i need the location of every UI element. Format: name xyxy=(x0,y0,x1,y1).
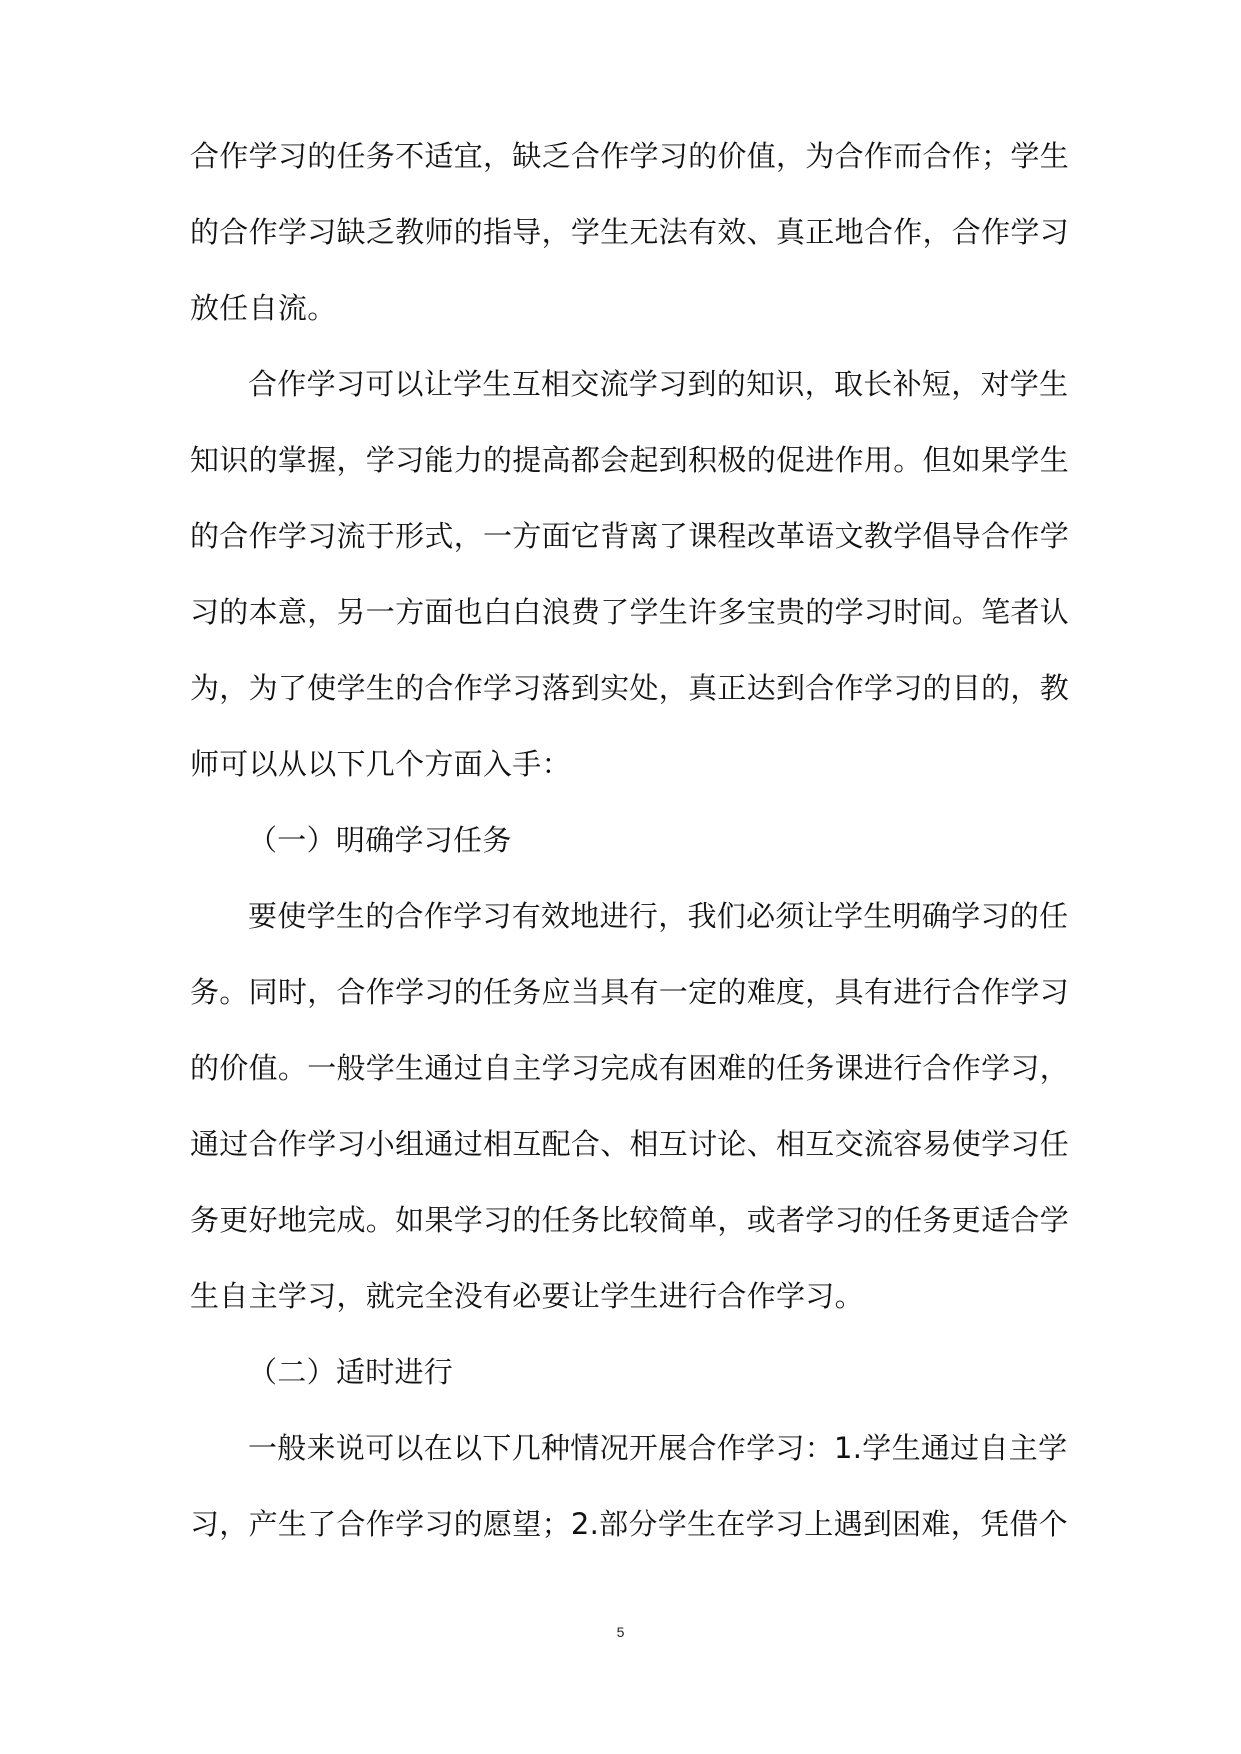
text-line: 习，产生了合作学习的愿望；2.部分学生在学习上遇到困难，凭借个 xyxy=(190,1507,1068,1541)
text-line: 务更好地完成。如果学习的任务比较简单，或者学习的任务更适合学 xyxy=(190,1203,1070,1237)
text-line: 为，为了使学生的合作学习落到实处，真正达到合作学习的目的，教 xyxy=(190,671,1070,705)
text-line: 生自主学习，就完全没有必要让学生进行合作学习。 xyxy=(190,1279,864,1313)
text-line: 通过合作学习小组通过相互配合、相互讨论、相互交流容易使学习任 xyxy=(190,1127,1070,1161)
text-line: 要使学生的合作学习有效地进行，我们必须让学生明确学习的任 xyxy=(248,899,1069,933)
text-line: 务。同时，合作学习的任务应当具有一定的难度，具有进行合作学习 xyxy=(190,975,1070,1009)
section-heading: （一）明确学习任务 xyxy=(248,823,512,857)
text-line: 的价值。一般学生通过自主学习完成有困难的任务课进行合作学习， xyxy=(190,1051,1070,1085)
text-line: 习的本意，另一方面也白白浪费了学生许多宝贵的学习时间。笔者认 xyxy=(190,595,1070,629)
page-number: 5 xyxy=(616,1624,625,1640)
text-line: 的合作学习缺乏教师的指导，学生无法有效、真正地合作，合作学习 xyxy=(190,215,1070,249)
text-line: 师可以从以下几个方面入手： xyxy=(190,747,571,781)
text-line: 合作学习的任务不适宜，缺乏合作学习的价值，为合作而合作；学生 xyxy=(190,139,1070,173)
text-line: 一般来说可以在以下几种情况开展合作学习：1.学生通过自主学 xyxy=(248,1431,1068,1465)
section-heading: （二）适时进行 xyxy=(248,1355,454,1389)
text-line: 知识的掌握，学习能力的提高都会起到积极的促进作用。但如果学生 xyxy=(190,443,1070,477)
text-line: 合作学习可以让学生互相交流学习到的知识，取长补短，对学生 xyxy=(248,367,1069,401)
text-line: 的合作学习流于形式，一方面它背离了课程改革语文教学倡导合作学 xyxy=(190,519,1070,553)
text-line: 放任自流。 xyxy=(190,291,337,325)
